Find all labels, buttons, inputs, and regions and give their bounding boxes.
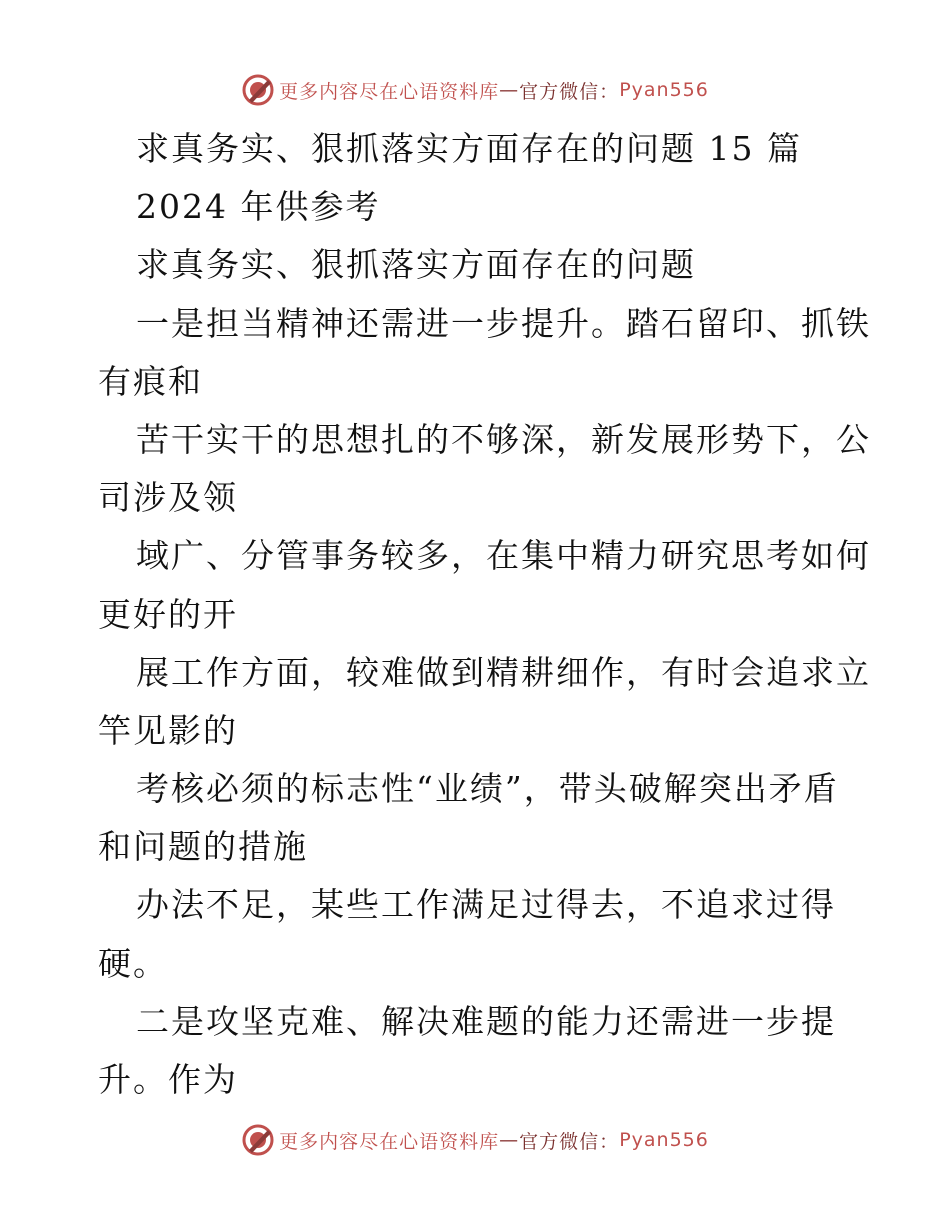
paragraph-line: 升。作为 <box>98 1060 238 1099</box>
paragraph-line: 展工作方面，较难做到精耕细作，有时会追求立 <box>136 652 871 692</box>
wechat-label: 官方微信： <box>519 80 620 103</box>
paragraph-line: 一是担当精神还需进一步提升。踏石留印、抓铁 <box>136 303 871 343</box>
paragraph-line: 竿见影的 <box>98 710 238 750</box>
header-banner <box>0 70 950 110</box>
pen-logo-icon <box>241 1123 275 1157</box>
doc-title-line-1: 求真务实、狠抓落实方面存在的问题 15 篇 <box>136 129 802 168</box>
footer-banner <box>0 1120 950 1160</box>
paragraph-line: 和问题的措施 <box>98 827 308 867</box>
banner-text: 更多内容尽在心语资料库 <box>279 1130 500 1153</box>
section-heading: 求真务实、狠抓落实方面存在的问题 <box>136 245 696 285</box>
wechat-id: Pyan556 <box>619 1129 709 1151</box>
paragraph-line: 司涉及领 <box>98 478 238 518</box>
banner-separator: — <box>499 1129 520 1151</box>
pen-logo-icon <box>241 73 275 107</box>
paragraph-line: 苦干实干的思想扎的不够深，新发展形势下，公 <box>136 419 871 459</box>
paragraph-line: 域广、分管事务较多，在集中精力研究思考如何 <box>136 536 871 576</box>
document-body <box>98 120 871 1109</box>
paragraph-line: 办法不足，某些工作满足过得去，不追求过得 <box>136 885 836 925</box>
paragraph-line: 二是攻坚克难、解决难题的能力还需进一步提 <box>136 1001 836 1041</box>
paragraph-line: 硬。 <box>98 943 168 983</box>
paragraph-line: 更好的开 <box>98 594 238 634</box>
paragraph-line: 考核必须的标志性“业绩”，带头破解突出矛盾 <box>136 769 839 809</box>
banner-separator: — <box>499 79 520 101</box>
doc-title-line-2: 2024 年供参考 <box>136 187 381 227</box>
wechat-label: 官方微信： <box>519 1130 620 1153</box>
wechat-id: Pyan556 <box>619 79 709 101</box>
paragraph-line: 有痕和 <box>98 361 203 401</box>
banner-text: 更多内容尽在心语资料库 <box>279 80 500 103</box>
